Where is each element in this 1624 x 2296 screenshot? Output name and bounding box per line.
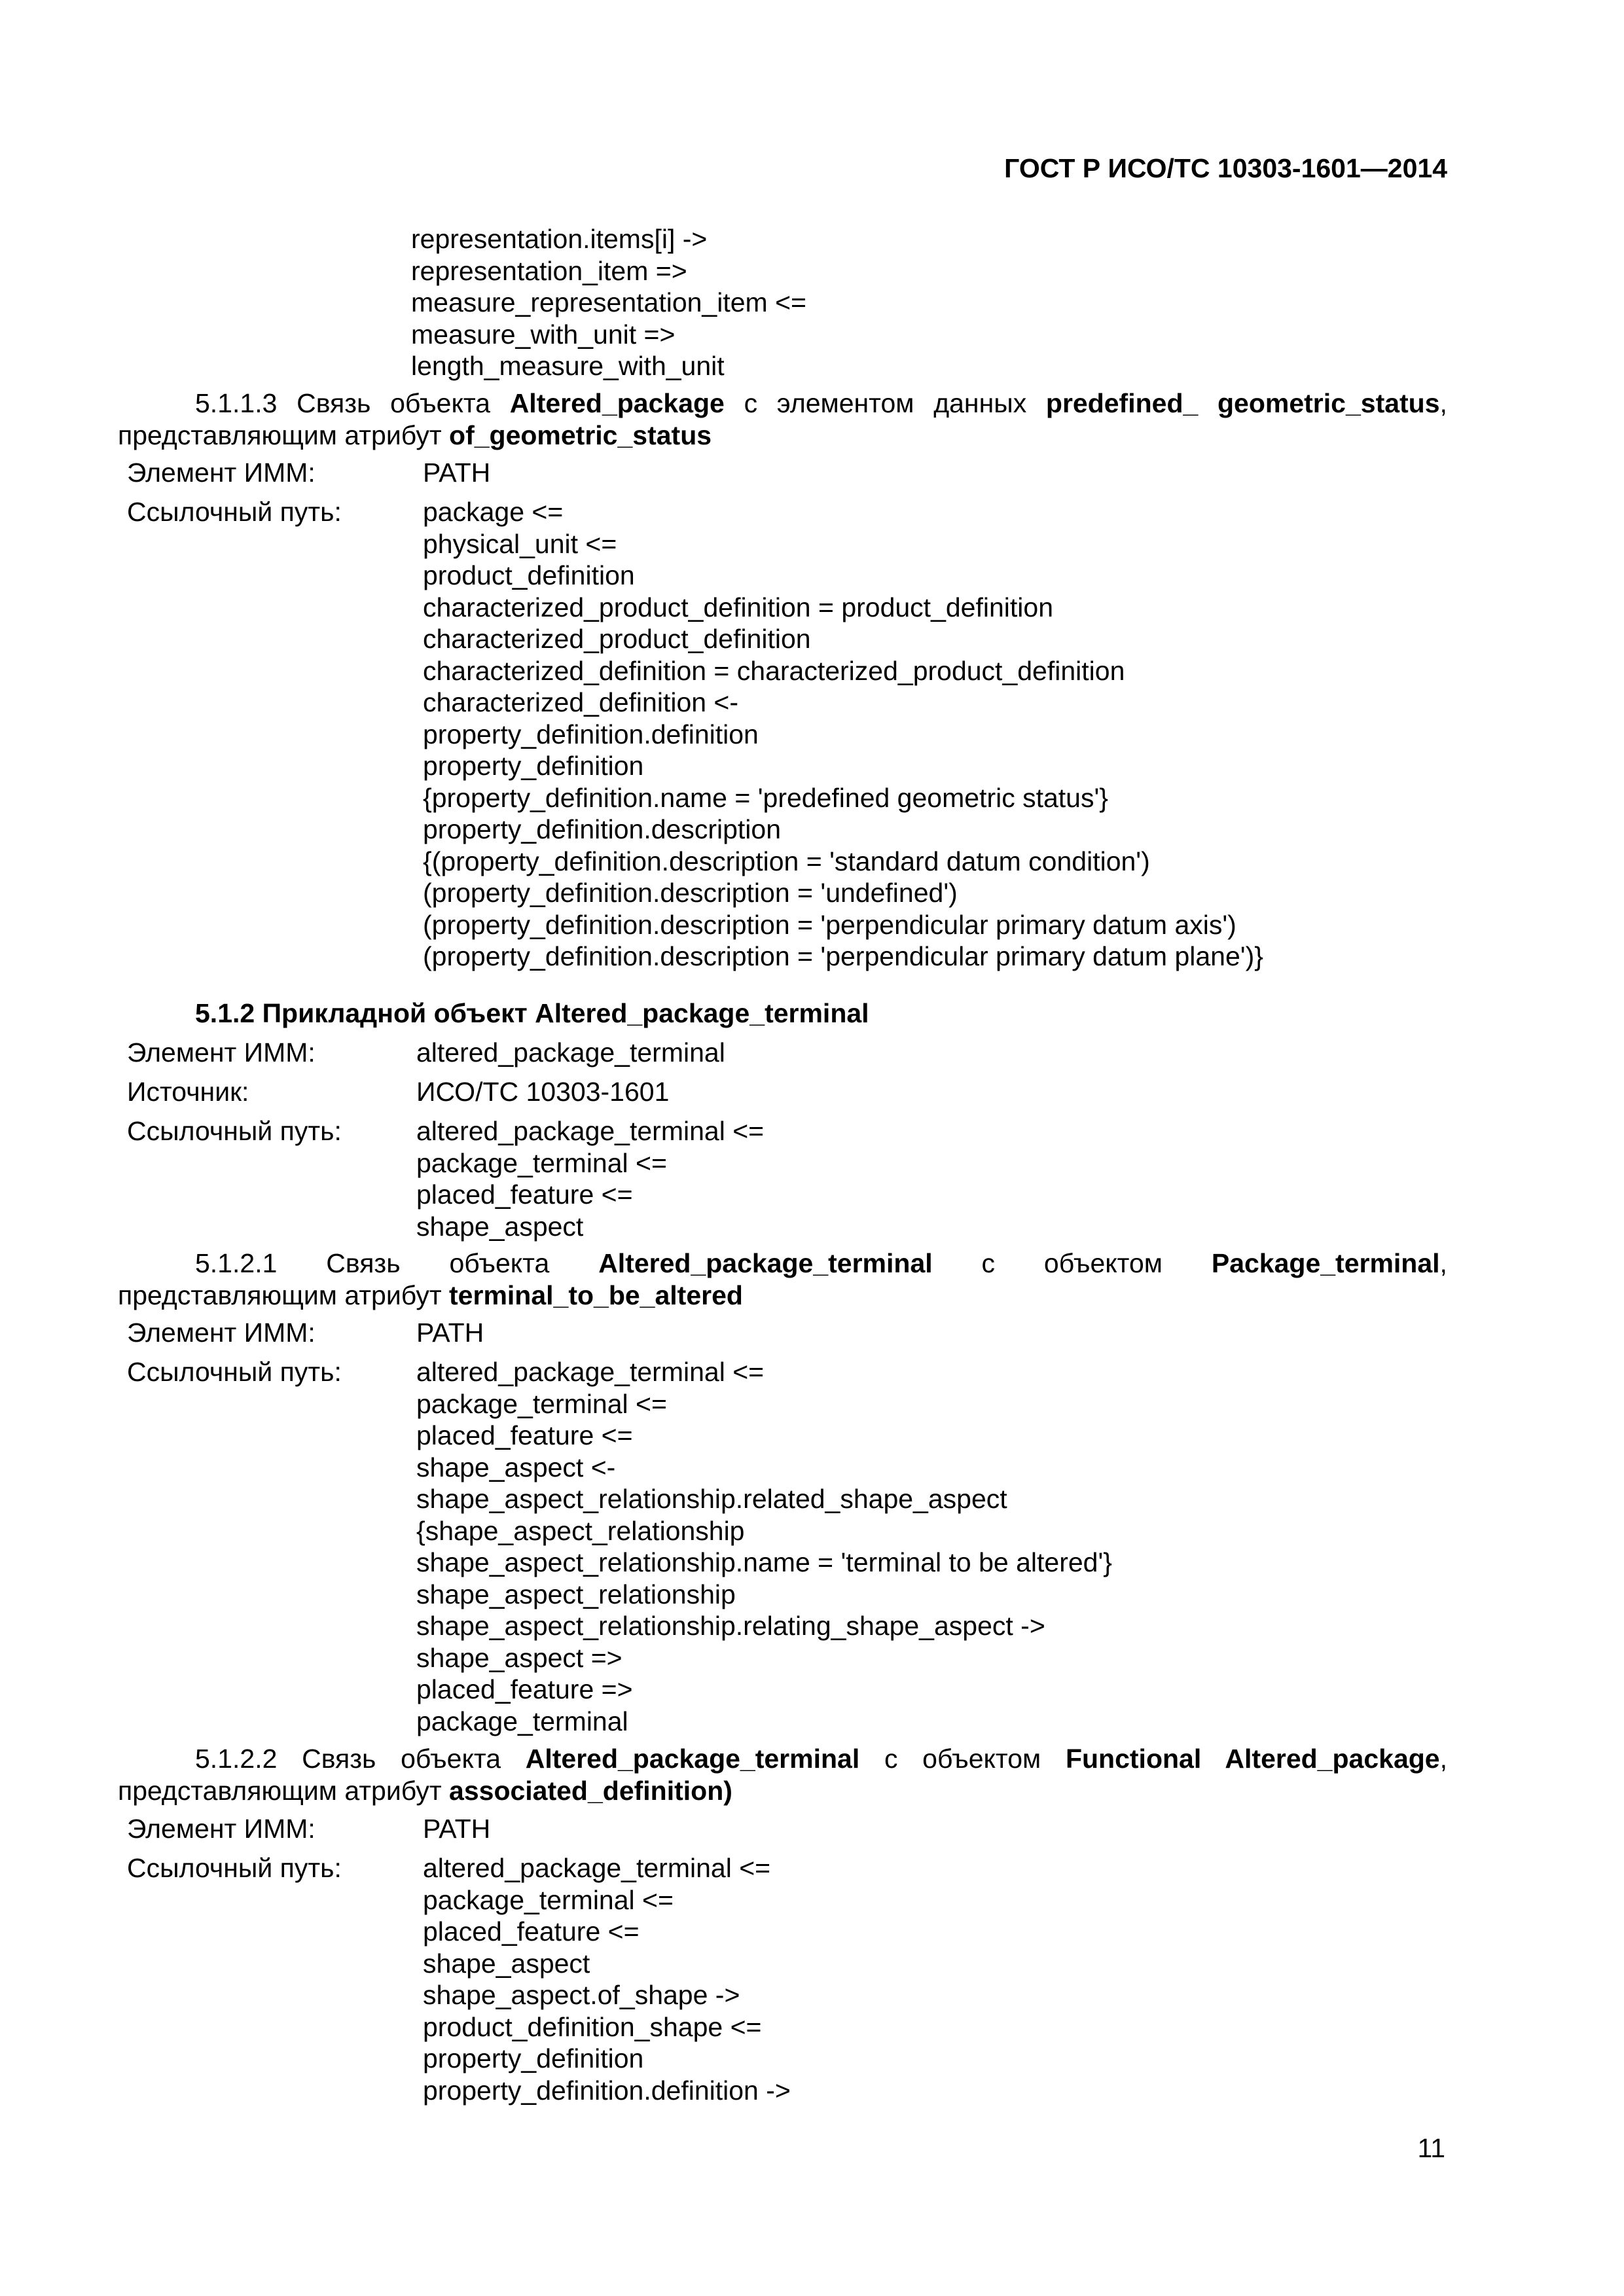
path-line: placed_feature <= <box>423 1916 640 1946</box>
label-element: Элемент ИММ: <box>127 1037 316 1067</box>
label-path: Ссылочный путь: <box>127 497 342 527</box>
path-line: altered_package_terminal <= <box>423 1853 771 1883</box>
element-value: altered_package_terminal <box>416 1037 725 1067</box>
path-line: property_definition.definition <box>423 719 759 749</box>
path-line: product_definition_shape <= <box>423 2011 762 2042</box>
element-value: PATH <box>423 457 491 488</box>
section-5-1-2-2-title: 5.1.2.2 Связь объекта Altered_package_terminal с объектом Functional Altered_package, представляющим атрибут associated_definition) <box>118 1744 1447 1806</box>
reference-path-5-1-2 <box>416 1115 764 1242</box>
entity-name: Altered_package_terminal <box>525 1744 860 1774</box>
path-line: {property_definition.name = 'predefined geometric status'} <box>423 782 1109 813</box>
attribute-name: terminal_to_be_altered <box>449 1280 743 1310</box>
path-line: characterized_definition = characterized_product_definition <box>423 655 1125 686</box>
path-line: representation_item => <box>411 255 687 286</box>
path-line: altered_package_terminal <= <box>416 1116 765 1146</box>
path-line: measure_with_unit => <box>411 319 676 350</box>
path-line: placed_feature => <box>416 1674 633 1704</box>
path-line: shape_aspect_relationship.name = 'terminal to be altered'} <box>416 1547 1112 1577</box>
path-line: product_definition <box>423 560 635 590</box>
path-line: {shape_aspect_relationship <box>416 1515 745 1546</box>
path-line: shape_aspect <- <box>416 1452 616 1482</box>
path-line: characterized_product_definition = product_definition <box>423 592 1053 622</box>
label-source: Источник: <box>127 1077 249 1107</box>
source-value: ИСО/ТС 10303-1601 <box>416 1077 670 1107</box>
path-line: shape_aspect_relationship.related_shape_aspect <box>416 1484 1007 1514</box>
document-header: ГОСТ Р ИСО/ТС 10303-1601—2014 <box>1004 153 1447 183</box>
entity-name: Altered_package_terminal <box>598 1248 933 1278</box>
reference-path-5-1-1-3 <box>423 496 1263 973</box>
label-path: Ссылочный путь: <box>127 1116 342 1146</box>
path-line: measure_representation_item <= <box>411 287 806 317</box>
path-line: characterized_product_definition <box>423 624 811 654</box>
path-line: package_terminal <= <box>416 1147 667 1178</box>
section-5-1-2-heading: 5.1.2 Прикладной объект Altered_package_terminal <box>195 998 869 1028</box>
attribute-name: associated_definition) <box>449 1775 732 1806</box>
top-continuation <box>411 223 806 382</box>
path-line: property_definition.description <box>423 814 781 844</box>
path-line: length_measure_with_unit <box>411 351 725 381</box>
reference-path-5-1-2-1 <box>416 1356 1112 1737</box>
path-line: shape_aspect_relationship.relating_shape_aspect -> <box>416 1611 1045 1641</box>
target-name: predefined_ geometric_status <box>1045 388 1440 418</box>
section-5-1-2-1-title: 5.1.2.1 Связь объекта Altered_package_terminal с объектом Package_terminal, представляющим атрибут terminal_to_be_altered <box>118 1248 1447 1310</box>
path-line: physical_unit <= <box>423 528 617 559</box>
page-number: 11 <box>1417 2133 1445 2163</box>
path-line: {(property_definition.description = 'standard datum condition') <box>423 846 1150 876</box>
path-line: (property_definition.description = 'perpendicular primary datum plane')} <box>423 941 1263 971</box>
section-5-1-1-3-title: 5.1.1.3 Связь объекта Altered_package с элементом данных predefined_ geometric_status, представляющим атрибут of_geometric_status <box>118 388 1447 450</box>
label-element: Элемент ИММ: <box>127 1814 316 1844</box>
path-line: package_terminal <box>416 1706 628 1736</box>
path-line: representation.items[i] -> <box>411 224 708 254</box>
label-element: Элемент ИММ: <box>127 457 316 488</box>
element-value: PATH <box>416 1318 484 1348</box>
path-line: placed_feature <= <box>416 1179 633 1210</box>
path-line: altered_package_terminal <= <box>416 1357 765 1387</box>
path-line: placed_feature <= <box>416 1420 633 1450</box>
path-line: property_definition <box>423 751 644 781</box>
label-path: Ссылочный путь: <box>127 1853 342 1883</box>
attribute-name: of_geometric_status <box>449 420 712 450</box>
path-line: shape_aspect_relationship <box>416 1579 736 1609</box>
path-line: shape_aspect <box>423 1948 590 1979</box>
path-line: shape_aspect <box>416 1211 584 1242</box>
path-line: shape_aspect => <box>416 1642 623 1673</box>
path-line: (property_definition.description = 'undefined') <box>423 878 958 908</box>
path-line: (property_definition.description = 'perpendicular primary datum axis') <box>423 909 1236 940</box>
path-line: package <= <box>423 497 564 527</box>
entity-name: Altered_package <box>509 388 725 418</box>
label-path: Ссылочный путь: <box>127 1357 342 1387</box>
path-line: shape_aspect.of_shape -> <box>423 1980 740 2010</box>
target-name: Functional Altered_package <box>1065 1744 1440 1774</box>
path-line: property_definition <box>423 2043 644 2073</box>
path-line: property_definition.definition -> <box>423 2075 791 2106</box>
path-line: package_terminal <= <box>423 1884 674 1915</box>
target-name: Package_terminal <box>1211 1248 1440 1278</box>
reference-path-5-1-2-2 <box>423 1852 791 2106</box>
element-value: PATH <box>423 1814 491 1844</box>
path-line: characterized_definition <- <box>423 687 739 717</box>
path-line: package_terminal <= <box>416 1388 667 1419</box>
label-element: Элемент ИММ: <box>127 1318 316 1348</box>
